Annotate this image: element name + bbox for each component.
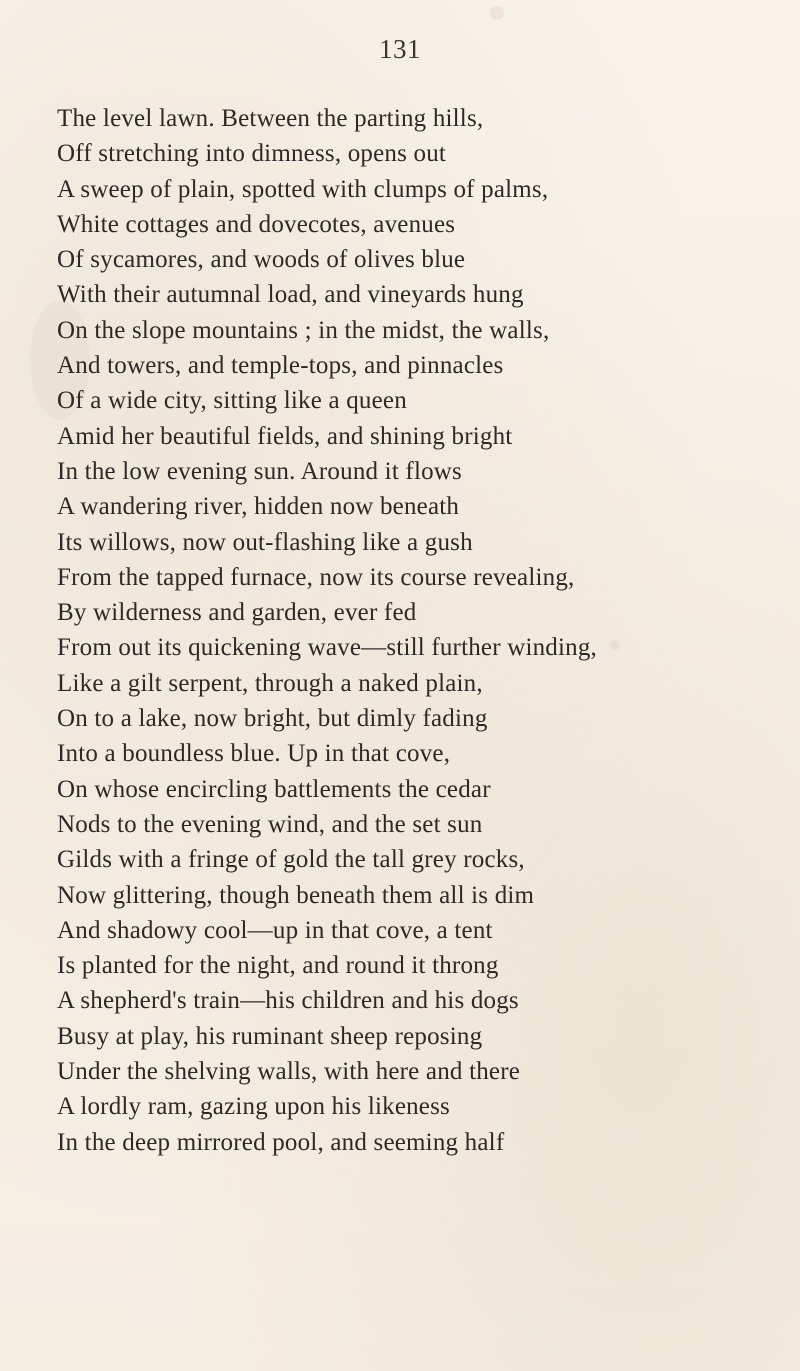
poem-line: On the slope mountains ; in the midst, the walls,	[57, 316, 550, 344]
paper-stain	[490, 6, 504, 20]
poem-line: White cottages and dovecotes, avenues	[57, 210, 456, 238]
poem-line: Its willows, now out-flashing like a gush	[57, 528, 473, 556]
poem-line: And shadowy cool—up in that cove, a tent	[57, 916, 493, 944]
poem-line: And towers, and temple-tops, and pinnacles	[57, 352, 504, 380]
poem-line: Gilds with a fringe of gold the tall grey rocks,	[57, 846, 525, 874]
poem-line: Under the shelving walls, with here and there	[57, 1058, 521, 1086]
poem-line: Of a wide city, sitting like a queen	[57, 387, 407, 415]
poem-line: Off stretching into dimness, opens out	[57, 140, 447, 168]
poem-line: On to a lake, now bright, but dimly fading	[57, 705, 488, 733]
poem-line: Nods to the evening wind, and the set sun	[57, 810, 483, 838]
poem-line: A lordly ram, gazing upon his likeness	[57, 1093, 450, 1121]
poem-line: Amid her beautiful fields, and shining bright	[57, 422, 513, 450]
poem-line: With their autumnal load, and vineyards hung	[57, 281, 524, 309]
poem-line: Now glittering, though beneath them all is dim	[57, 881, 535, 909]
poem-line: A sweep of plain, spotted with clumps of palms,	[57, 175, 549, 203]
poem-line: Like a gilt serpent, through a naked plain,	[57, 669, 483, 697]
poem-text	[57, 101, 797, 1160]
poem-line: A wandering river, hidden now beneath	[57, 493, 460, 521]
poem-line: Is planted for the night, and round it throng	[57, 952, 499, 980]
poem-line: From out its quickening wave—still further winding,	[57, 634, 597, 662]
poem-line: Busy at play, his ruminant sheep reposing	[57, 1022, 483, 1050]
poem-line: Into a boundless blue. Up in that cove,	[57, 740, 451, 768]
poem-line: On whose encircling battlements the cedar	[57, 775, 491, 803]
page-number: 131	[379, 34, 421, 64]
poem-line: From the tapped furnace, now its course revealing,	[57, 563, 575, 591]
poem-line: In the low evening sun. Around it flows	[57, 457, 462, 485]
poem-line: In the deep mirrored pool, and seeming half	[57, 1128, 505, 1156]
poem-line: By wilderness and garden, ever fed	[57, 599, 417, 627]
poem-line: Of sycamores, and woods of olives blue	[57, 246, 466, 274]
poem-line: A shepherd's train—his children and his dogs	[57, 987, 519, 1015]
poem-line: The level lawn. Between the parting hills,	[57, 105, 484, 132]
